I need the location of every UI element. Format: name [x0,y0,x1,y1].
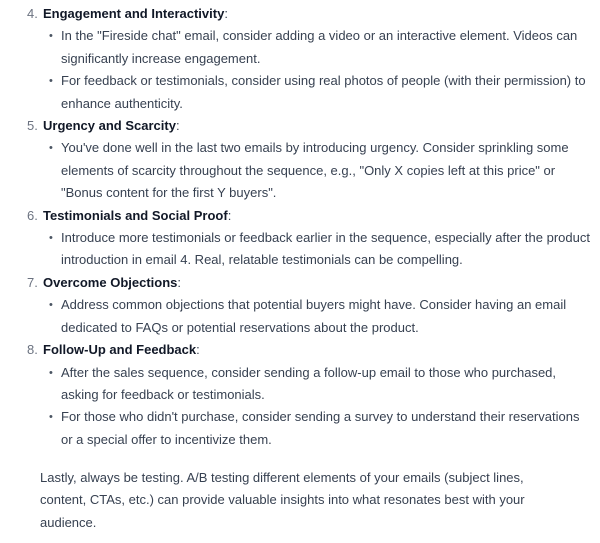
bullet-list [43,25,592,115]
item-title: Urgency and Scarcity [43,118,176,134]
bullet-text: For feedback or testimonials, consider using real photos of people (with their permission) to enhance authenticity. [61,73,586,111]
bullet-icon: • [49,142,53,155]
bullet-list [43,294,592,339]
bullet-item [43,406,592,451]
item-number: 4. [27,6,38,21]
bullet-icon: • [49,299,53,312]
conclusion-paragraph: Lastly, always be testing. A/B testing different elements of your emails (subject lines, content, CTAs, etc.) can provide valuable insights into what resonates best with your audience. [40,470,525,530]
bullet-item [43,25,592,70]
bullet-icon: • [49,366,53,379]
item-title: Overcome Objections [43,274,178,290]
item-title: Testimonials and Social Proof [43,207,228,223]
bullet-item [43,362,592,407]
bullet-list [43,227,592,272]
bullet-list [43,362,592,452]
list-item: 6. Testimonials and Social Proof: • Introduce more testimonials or feedback earlier in the sequence, especially after the product introduction in email 4. Real, relatable testimonials can be compelling. [0,205,600,272]
bullet-list [43,137,592,204]
bullet-text: You've done well in the last two emails by introducing urgency. Consider sprinkling some elements of scarcity throughout the sequence, e.g., "Only X copies left at this price" or "Bonus content for the first Y buyers". [61,140,569,201]
bullet-text: After the sales sequence, consider sending a follow-up email to those who purchased, asking for feedback or testimonials. [61,364,557,402]
list-item: 5. Urgency and Scarcity: • You've done well in the last two emails by introducing urgency. Consider sprinkling some elements of scarcity throughout the sequence, e.g., "Only X copies left at this price" or "Bonus content for the first Y buyers". [0,115,600,205]
bullet-icon: • [49,232,53,245]
item-number: 6. [27,207,38,223]
item-title: Follow-Up and Feedback [43,342,197,358]
bullet-icon: • [49,75,53,88]
item-number: 8. [27,342,38,358]
item-title: Engagement and Interactivity [43,6,225,21]
bullet-icon: • [49,411,53,424]
item-number: 5. [27,118,38,134]
list-item: 7. Overcome Objections: • Address common objections that potential buyers might have. Consider having an email dedicated to FAQs or potential reservations about the product. [0,272,600,339]
list-item: 8. Follow-Up and Feedback: • After the sales sequence, consider sending a follow-up email to those who purchased, asking for feedback or testimonials. • For those who didn't purchase, consider sending a survey to understand their reservations or a special offer to incentivize them. [0,339,600,451]
bullet-item [43,227,592,272]
item-number: 7. [27,274,38,290]
bullet-text: Address common objections that potential buyers might have. Consider having an email dedicated to FAQs or potential reservations about the product. [61,297,567,335]
bullet-text: Introduce more testimonials or feedback earlier in the sequence, especially after the product introduction in email 4. Real, relatable testimonials can be compelling. [61,230,590,268]
bullet-item [43,137,592,204]
bullet-text: In the "Fireside chat" email, consider adding a video or an interactive element. Videos can significantly increase engagement. [61,28,578,66]
bullet-item [43,70,592,115]
list-item: 4. Engagement and Interactivity: • In the "Fireside chat" email, consider adding a video or an interactive element. Videos can significantly increase engagement. • For feedback or testimonials, consider using real photos of people (with their permission) to enhance authenticity. [0,3,600,115]
bullet-icon: • [49,30,53,43]
bullet-item [43,294,592,339]
bullet-text: For those who didn't purchase, consider sending a survey to understand their reservations or a special offer to incentivize them. [61,409,580,447]
